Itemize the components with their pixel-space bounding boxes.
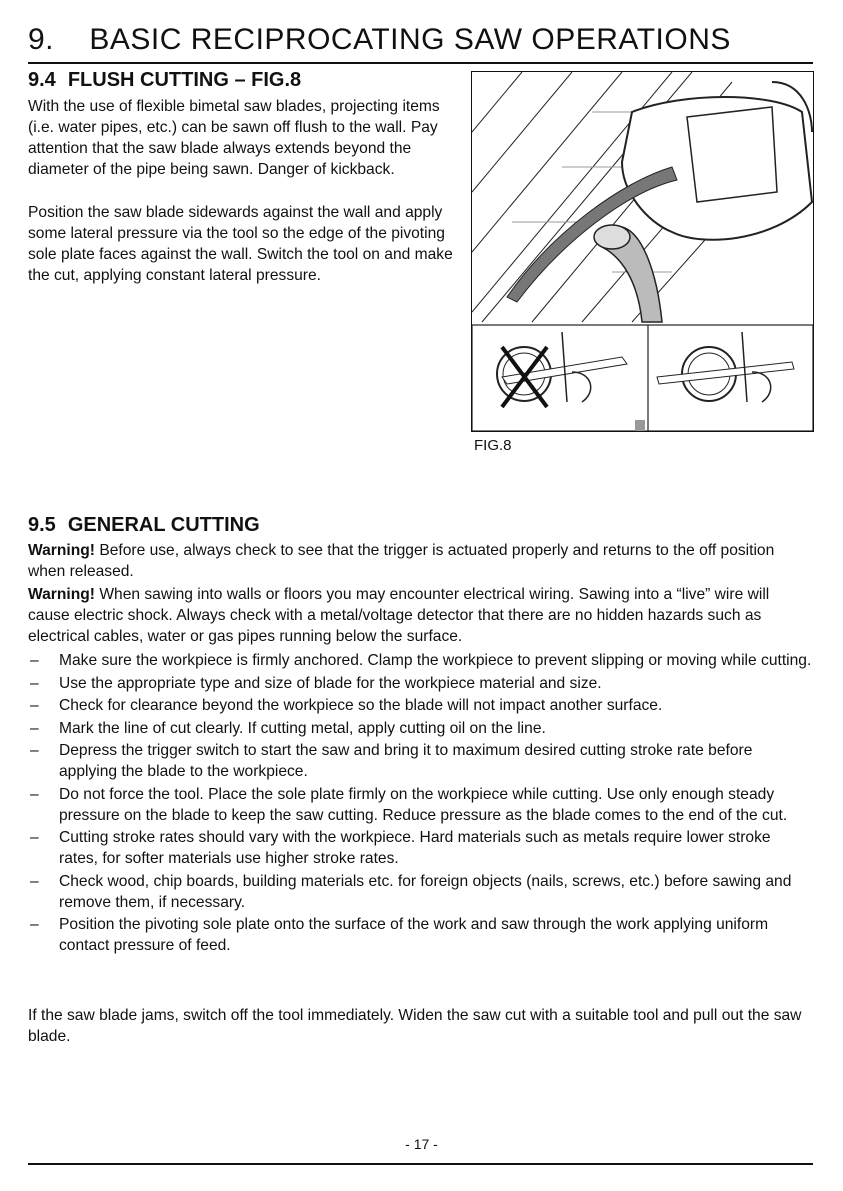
section-number: 9.4: [28, 69, 56, 91]
title-divider: [28, 62, 813, 64]
flush-cutting-drawing: [472, 72, 813, 431]
list-item: – Check for clearance beyond the workpiece so the blade will not impact another surface.: [28, 695, 813, 716]
warning-text: When sawing into walls or floors you may encounter electrical wiring. Sawing into a “live” wire will cause electric shock. Always check with a metal/voltage detector that there are no hidden hazards such as electrical cables, water or gas pipes running below the surface.: [28, 586, 770, 645]
list-item: – Do not force the tool. Place the sole plate firmly on the workpiece while cutting. Use only enough steady pressure on the blade to keep the saw cutting. Reduce pressure as the blade comes to the end of the cut.: [28, 784, 813, 826]
list-item: – Check wood, chip boards, building materials etc. for foreign objects (nails, screws, etc.) before sawing and remove them, if necessary.: [28, 871, 813, 913]
flush-cutting-paragraph-1: With the use of flexible bimetal saw blades, projecting items (i.e. water pipes, etc.) can be sawn off flush to the wall. Pay attention that the saw blade always extends beyond the diameter of the pipe being sawn. Danger of kickback.: [28, 98, 440, 178]
list-item: – Make sure the workpiece is firmly anchored. Clamp the workpiece to prevent slipping or moving while cutting.: [28, 650, 813, 671]
warning-text: Before use, always check to see that the trigger is actuated properly and returns to the off position when released.: [28, 542, 775, 580]
page-number: - 17 -: [405, 1136, 438, 1152]
section-title: GENERAL CUTTING: [67, 514, 260, 536]
list-item: – Position the pivoting sole plate onto the surface of the work and saw through the work applying uniform contact pressure of feed.: [28, 914, 813, 956]
list-item: – Cutting stroke rates should vary with the workpiece. Hard materials such as metals require lower stroke rates, for softer materials use higher stroke rates.: [28, 827, 813, 869]
footer-divider: [28, 1163, 813, 1165]
section-heading-general-cutting: [28, 513, 260, 537]
warning-label: Warning!: [28, 542, 95, 559]
page-title: 9. BASIC RECIPROCATING SAW OPERATIONS: [28, 23, 731, 56]
warning-electrical: [28, 584, 813, 647]
list-item: – Use the appropriate type and size of blade for the workpiece material and size.: [28, 673, 813, 694]
list-item: – Depress the trigger switch to start the saw and bring it to maximum desired cutting stroke rate before applying the blade to the workpiece.: [28, 740, 813, 782]
warning-trigger: [28, 540, 813, 582]
cutting-steps-list: [28, 650, 813, 958]
warning-label: Warning!: [28, 586, 95, 603]
closing-paragraph: If the saw blade jams, switch off the tool immediately. Widen the saw cut with a suitable tool and pull out the saw blade.: [28, 1007, 802, 1045]
list-item: – Mark the line of cut clearly. If cutting metal, apply cutting oil on the line.: [28, 718, 813, 739]
figure-8-illustration: [471, 71, 814, 432]
section-number: 9.5: [28, 514, 56, 536]
section-title: FLUSH CUTTING – FIG.8: [67, 69, 302, 91]
section-heading-flush-cutting: [28, 68, 301, 92]
flush-cutting-paragraph-2: Position the saw blade sidewards against the wall and apply some lateral pressure via the tool so the edge of the pivoting sole plate faces against the wall. Switch the tool on and make the cut, applying constant lateral pressure.: [28, 204, 453, 284]
figure-caption: FIG.8: [474, 437, 512, 454]
